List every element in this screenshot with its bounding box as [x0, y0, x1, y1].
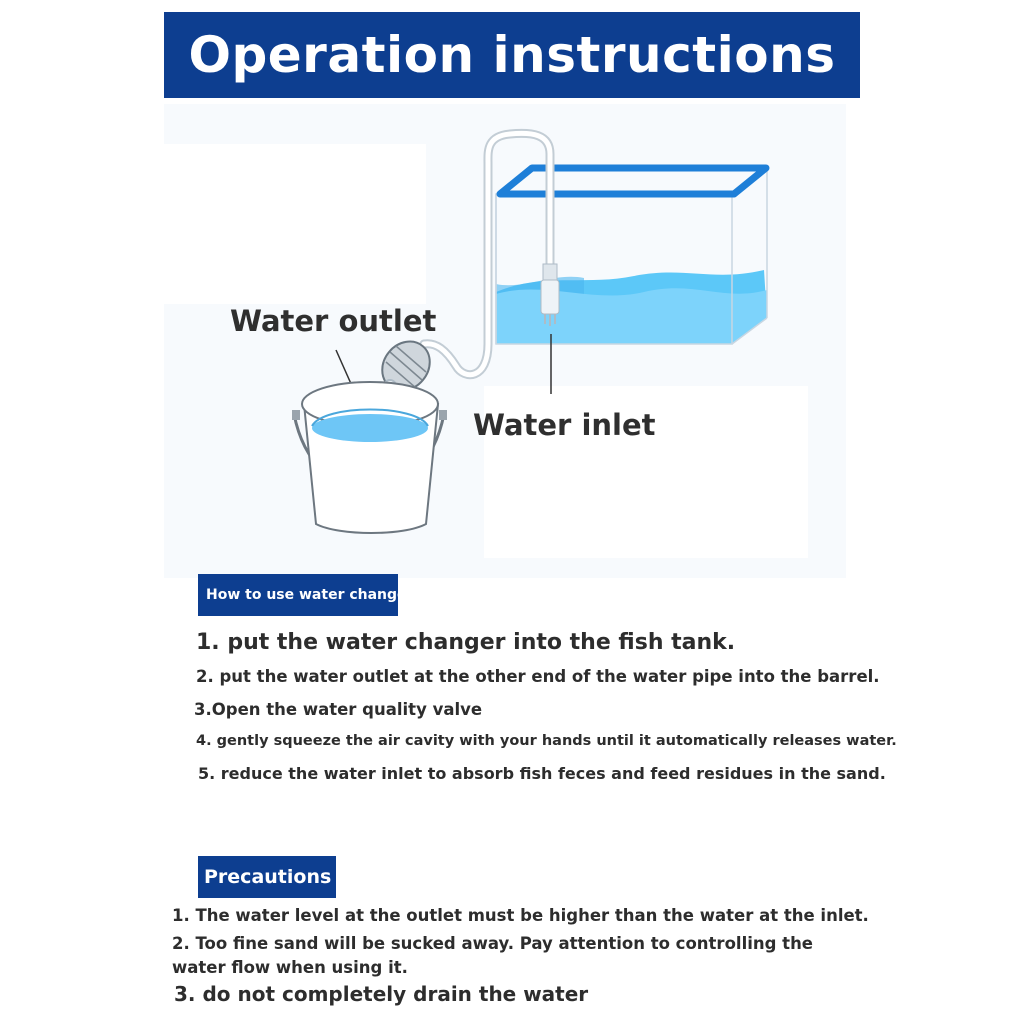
step-4: 4. gently squeeze the air cavity with your hands until it automatically releases water.: [196, 733, 897, 749]
precaution-1: 1. The water level at the outlet must be higher than the water at the inlet.: [172, 906, 869, 925]
siphon-illustration: [164, 104, 846, 578]
step-5: 5. reduce the water inlet to absorb fish feces and feed residues in the sand.: [198, 764, 886, 783]
step-3: 3.Open the water quality valve: [194, 700, 483, 719]
water-outlet-label: Water outlet: [230, 304, 437, 338]
siphon-diagram: [164, 104, 846, 578]
tank-water-front: [496, 288, 767, 344]
step-1: 1. put the water changer into the fish tank.: [196, 630, 736, 655]
how-to-tag: How to use water change: [198, 574, 398, 616]
title-banner: [164, 12, 860, 98]
step-2: 2. put the water outlet at the other end of the water pipe into the barrel.: [196, 667, 880, 686]
water-inlet-label: Water inlet: [473, 408, 656, 442]
bucket: [292, 382, 447, 533]
page-title: Operation instructions: [188, 26, 836, 84]
illustration-panel: [164, 144, 426, 304]
precautions-tag: Precautions: [198, 856, 336, 898]
precaution-3: 3. do not completely drain the water: [174, 982, 589, 1006]
precaution-2: 2. Too fine sand will be sucked away. Pay attention to controlling the water flow when using it.: [172, 934, 814, 977]
